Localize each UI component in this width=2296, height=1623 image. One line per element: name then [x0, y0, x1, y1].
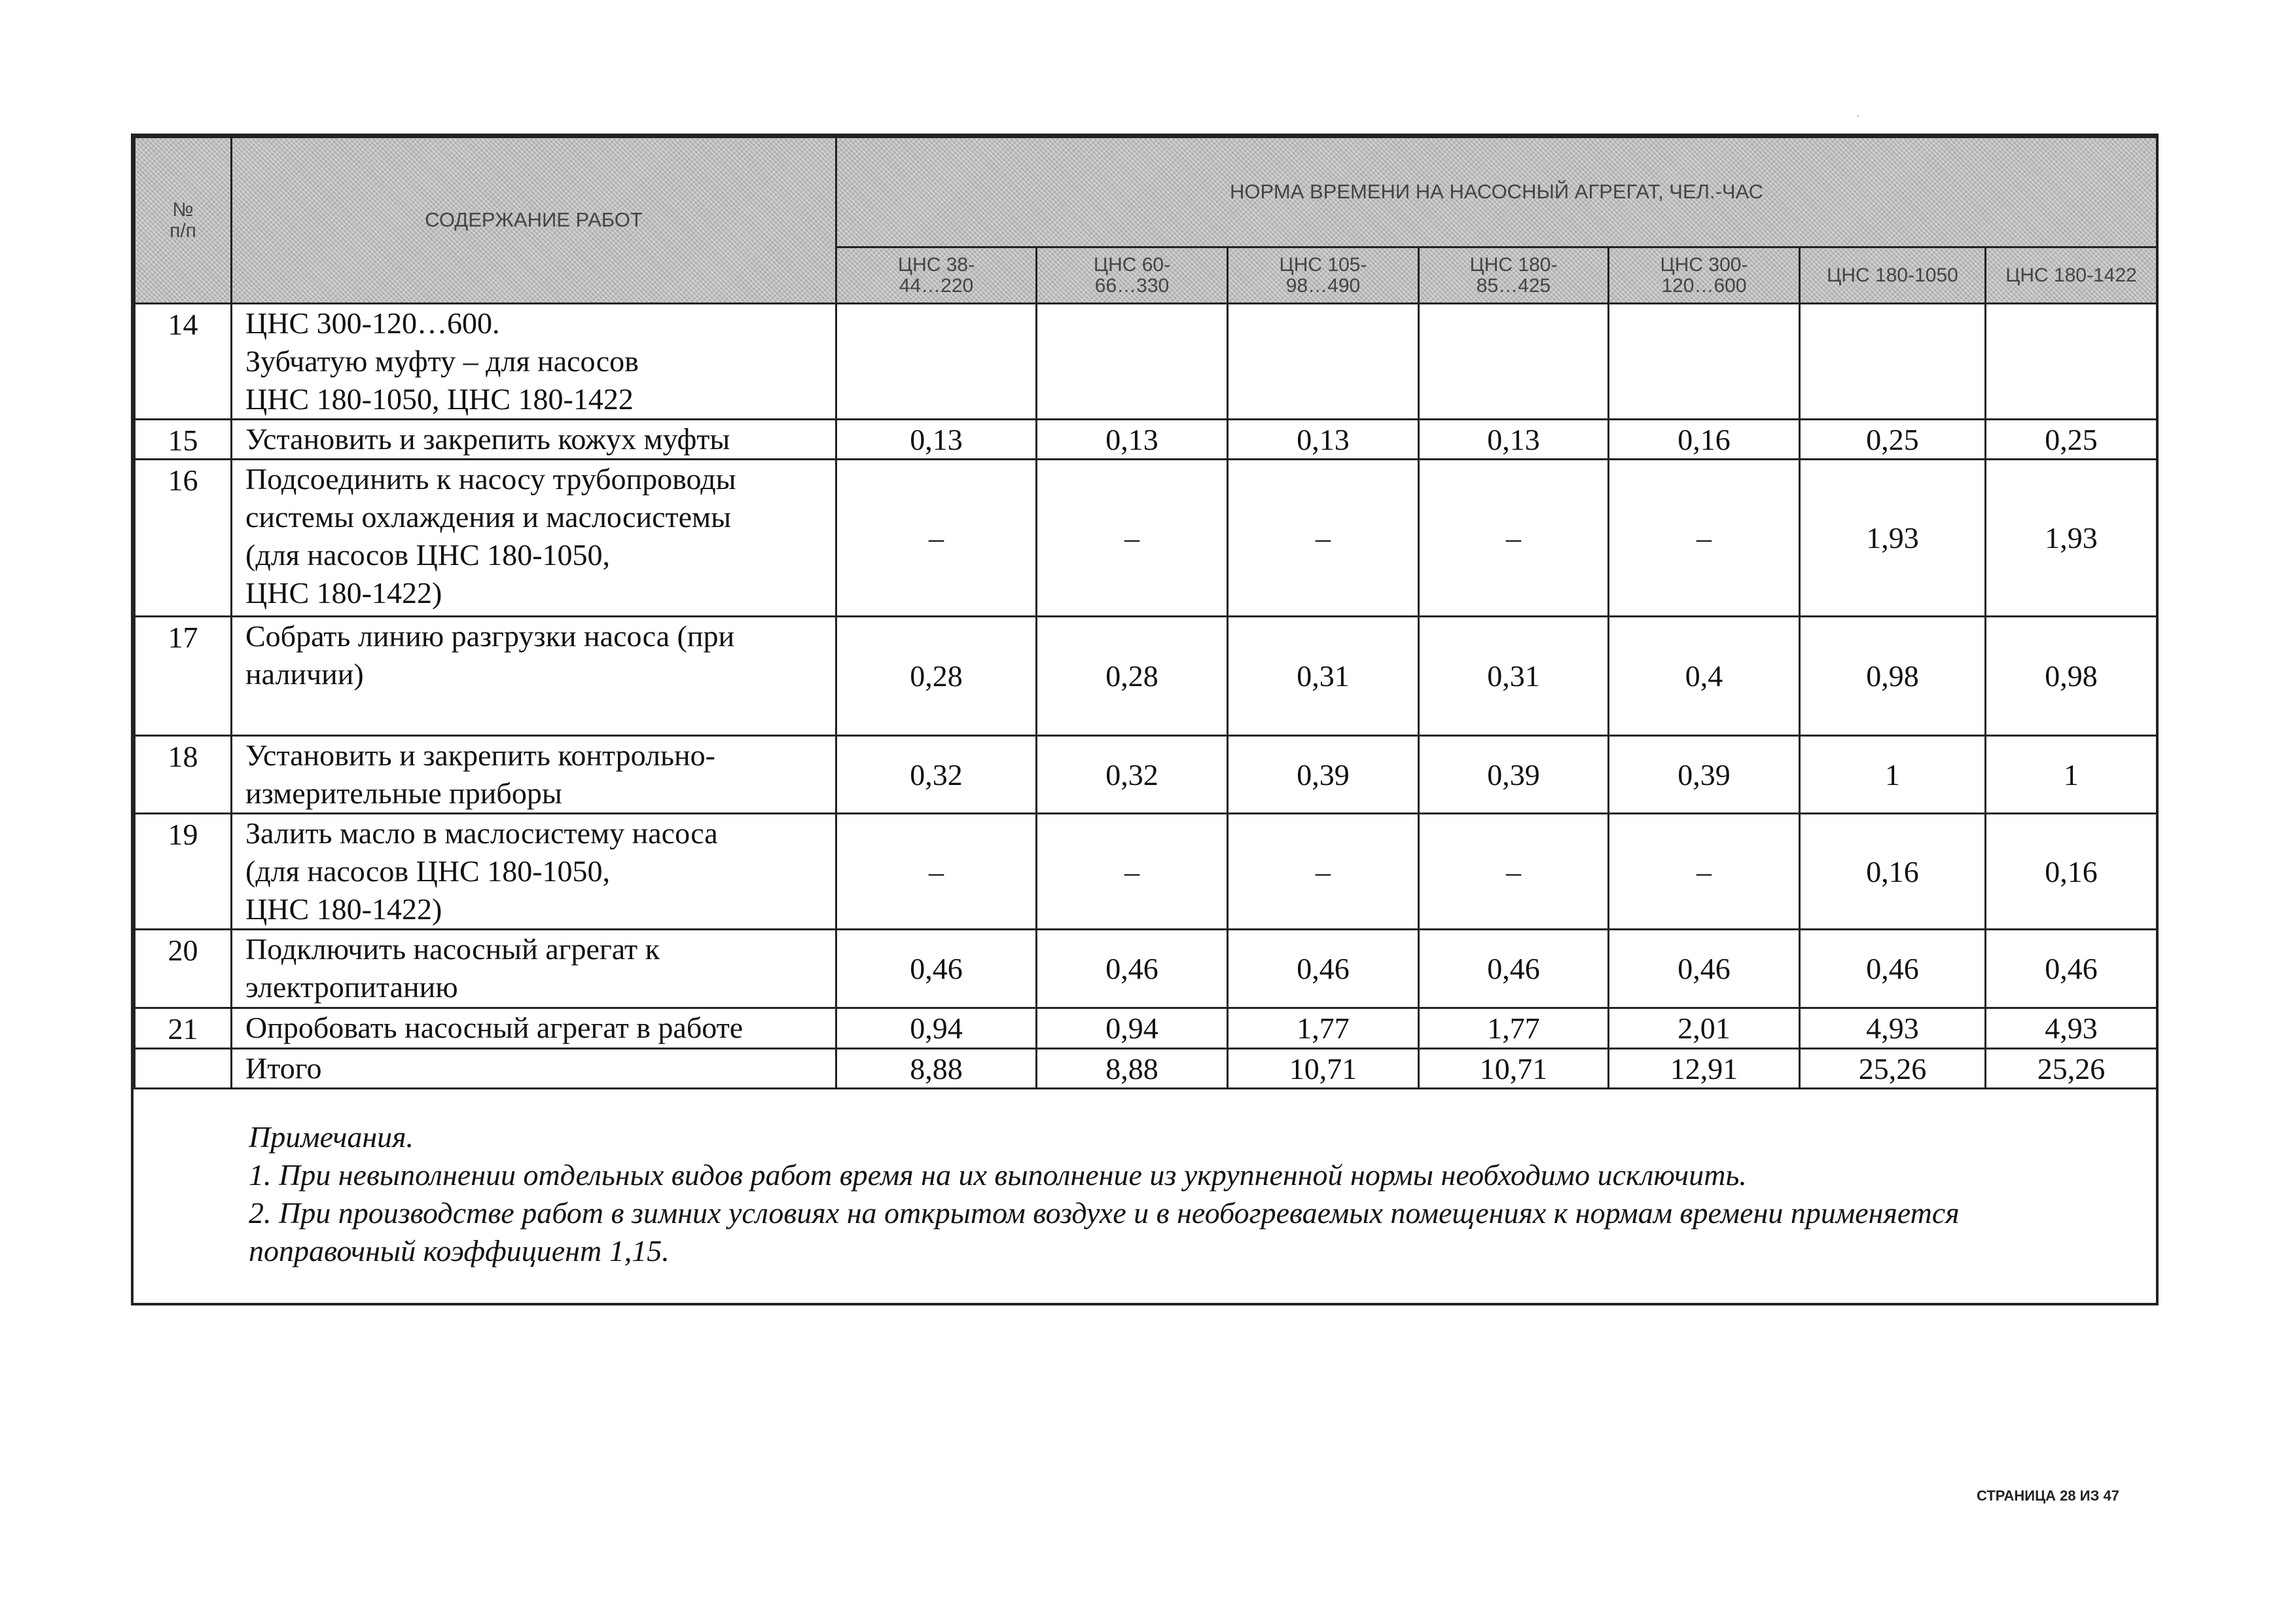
row-norm-value: –	[1609, 460, 1800, 617]
table-row	[135, 736, 2157, 814]
table-row	[135, 1008, 2157, 1049]
row-norm-value: –	[1419, 460, 1609, 617]
row-norm-value: 25,26	[1800, 1049, 1986, 1089]
row-norm-value: 0,16	[1986, 814, 2157, 930]
row-number: 20	[135, 930, 232, 1008]
row-norm-value: 1	[1986, 736, 2157, 814]
row-norm-value: 0,13	[1228, 420, 1419, 460]
row-norm-value: 0,32	[1037, 736, 1228, 814]
row-norm-value	[1609, 304, 1800, 420]
row-norm-value: 0,4	[1609, 617, 1800, 736]
row-number	[135, 1049, 232, 1089]
row-norm-value: 0,46	[1986, 930, 2157, 1008]
row-norm-value	[1986, 304, 2157, 420]
row-norm-value: 0,94	[836, 1008, 1037, 1049]
note-item: 2. При производстве работ в зимних условиях на открытом воздухе и в необогреваемых помещениях к нормам времени применяется поправочный коэффициент 1,15.	[249, 1196, 1960, 1267]
row-norm-value: 10,71	[1228, 1049, 1419, 1089]
row-norm-value: 1,77	[1228, 1008, 1419, 1049]
row-norm-value	[1419, 304, 1609, 420]
row-norm-value: 0,39	[1419, 736, 1609, 814]
row-norm-value: 0,46	[1228, 930, 1419, 1008]
row-norm-value: 12,91	[1609, 1049, 1800, 1089]
row-norm-value	[1228, 304, 1419, 420]
row-work-description: Установить и закрепить кожух муфты	[232, 420, 836, 460]
norms-table	[134, 136, 2158, 1089]
row-norm-value: –	[1037, 460, 1228, 617]
row-norm-value: –	[836, 814, 1037, 930]
row-norm-value: 0,31	[1419, 617, 1609, 736]
header-pump-3: ЦНС 105- 98…490	[1228, 247, 1419, 304]
row-work-description: Опробовать насосный агрегат в работе	[232, 1008, 836, 1049]
row-norm-value: 0,25	[1986, 420, 2157, 460]
row-norm-value: –	[1228, 814, 1419, 930]
row-norm-value: 8,88	[1037, 1049, 1228, 1089]
header-pump-7: ЦНС 180-1422	[1986, 247, 2157, 304]
row-norm-value: 0,46	[1037, 930, 1228, 1008]
row-norm-value: 0,31	[1228, 617, 1419, 736]
table-row	[135, 617, 2157, 736]
row-norm-value: 0,46	[1609, 930, 1800, 1008]
row-norm-value: 0,39	[1609, 736, 1800, 814]
row-norm-value: 0,25	[1800, 420, 1986, 460]
table-row	[135, 930, 2157, 1008]
header-norm-group: НОРМА ВРЕМЕНИ НА НАСОСНЫЙ АГРЕГАТ, ЧЕЛ.-ЧАС	[836, 137, 2157, 247]
row-norm-value: 4,93	[1986, 1008, 2157, 1049]
row-number: 18	[135, 736, 232, 814]
row-norm-value: 0,28	[836, 617, 1037, 736]
row-work-description: Подсоединить к насосу трубопроводы системы охлаждения и маслосистемы (для насосов ЦНС 180-1050, ЦНС 180-1422)	[232, 460, 836, 617]
table-row	[135, 1049, 2157, 1089]
header-pump-1: ЦНС 38- 44…220	[836, 247, 1037, 304]
row-norm-value: –	[1228, 460, 1419, 617]
row-norm-value: –	[1609, 814, 1800, 930]
row-norm-value: 0,98	[1986, 617, 2157, 736]
row-norm-value: 0,13	[1419, 420, 1609, 460]
header-row-top	[135, 137, 2157, 247]
row-norm-value: 0,13	[1037, 420, 1228, 460]
row-norm-value: 0,46	[1800, 930, 1986, 1008]
norms-sheet	[131, 134, 2159, 1305]
row-norm-value: –	[836, 460, 1037, 617]
row-number: 19	[135, 814, 232, 930]
row-norm-value: 0,98	[1800, 617, 1986, 736]
row-norm-value: 1,77	[1419, 1008, 1609, 1049]
header-num: № п/п	[135, 137, 232, 304]
row-norm-value: 0,16	[1800, 814, 1986, 930]
header-pump-6: ЦНС 180-1050	[1800, 247, 1986, 304]
row-number: 17	[135, 617, 232, 736]
row-work-description: Итого	[232, 1049, 836, 1089]
row-work-description: Подключить насосный агрегат к электропитанию	[232, 930, 836, 1008]
row-norm-value: 0,28	[1037, 617, 1228, 736]
row-norm-value: 25,26	[1986, 1049, 2157, 1089]
row-norm-value: 0,46	[836, 930, 1037, 1008]
row-norm-value: 2,01	[1609, 1008, 1800, 1049]
row-norm-value	[836, 304, 1037, 420]
row-norm-value: 10,71	[1419, 1049, 1609, 1089]
row-number: 16	[135, 460, 232, 617]
row-number: 21	[135, 1008, 232, 1049]
row-norm-value: 0,46	[1419, 930, 1609, 1008]
row-norm-value: 1	[1800, 736, 1986, 814]
header-pump-5: ЦНС 300- 120…600	[1609, 247, 1800, 304]
row-norm-value: 1,93	[1986, 460, 2157, 617]
table-row	[135, 814, 2157, 930]
row-norm-value: –	[1419, 814, 1609, 930]
header-work: СОДЕРЖАНИЕ РАБОТ	[232, 137, 836, 304]
row-number: 14	[135, 304, 232, 420]
scan-artifact	[1857, 115, 1859, 117]
row-work-description: Залить масло в маслосистему насоса (для насосов ЦНС 180-1050, ЦНС 180-1422)	[232, 814, 836, 930]
table-row	[135, 304, 2157, 420]
row-norm-value: 0,32	[836, 736, 1037, 814]
row-norm-value: 1,93	[1800, 460, 1986, 617]
row-work-description: ЦНС 300-120…600. Зубчатую муфту – для насосов ЦНС 180-1050, ЦНС 180-1422	[232, 304, 836, 420]
table-row	[135, 460, 2157, 617]
row-work-description: Собрать линию разгрузки насоса (при наличии)	[232, 617, 836, 736]
row-norm-value: 4,93	[1800, 1008, 1986, 1049]
notes-block	[249, 1118, 2134, 1270]
note-item: 1. При невыполнении отдельных видов работ время на их выполнение из укрупненной нормы необходимо исключить.	[249, 1158, 1747, 1192]
table-body	[135, 304, 2157, 1089]
row-norm-value	[1037, 304, 1228, 420]
row-norm-value: 0,13	[836, 420, 1037, 460]
notes-title: Примечания.	[249, 1120, 414, 1154]
row-work-description: Установить и закрепить контрольно- измерительные приборы	[232, 736, 836, 814]
row-number: 15	[135, 420, 232, 460]
row-norm-value: 0,94	[1037, 1008, 1228, 1049]
row-norm-value: 0,16	[1609, 420, 1800, 460]
header-pump-2: ЦНС 60- 66…330	[1037, 247, 1228, 304]
header-pump-4: ЦНС 180- 85…425	[1419, 247, 1609, 304]
row-norm-value	[1800, 304, 1986, 420]
page-number: СТРАНИЦА 28 ИЗ 47	[1977, 1487, 2119, 1504]
row-norm-value: –	[1037, 814, 1228, 930]
table-row	[135, 420, 2157, 460]
row-norm-value: 0,39	[1228, 736, 1419, 814]
row-norm-value: 8,88	[836, 1049, 1037, 1089]
